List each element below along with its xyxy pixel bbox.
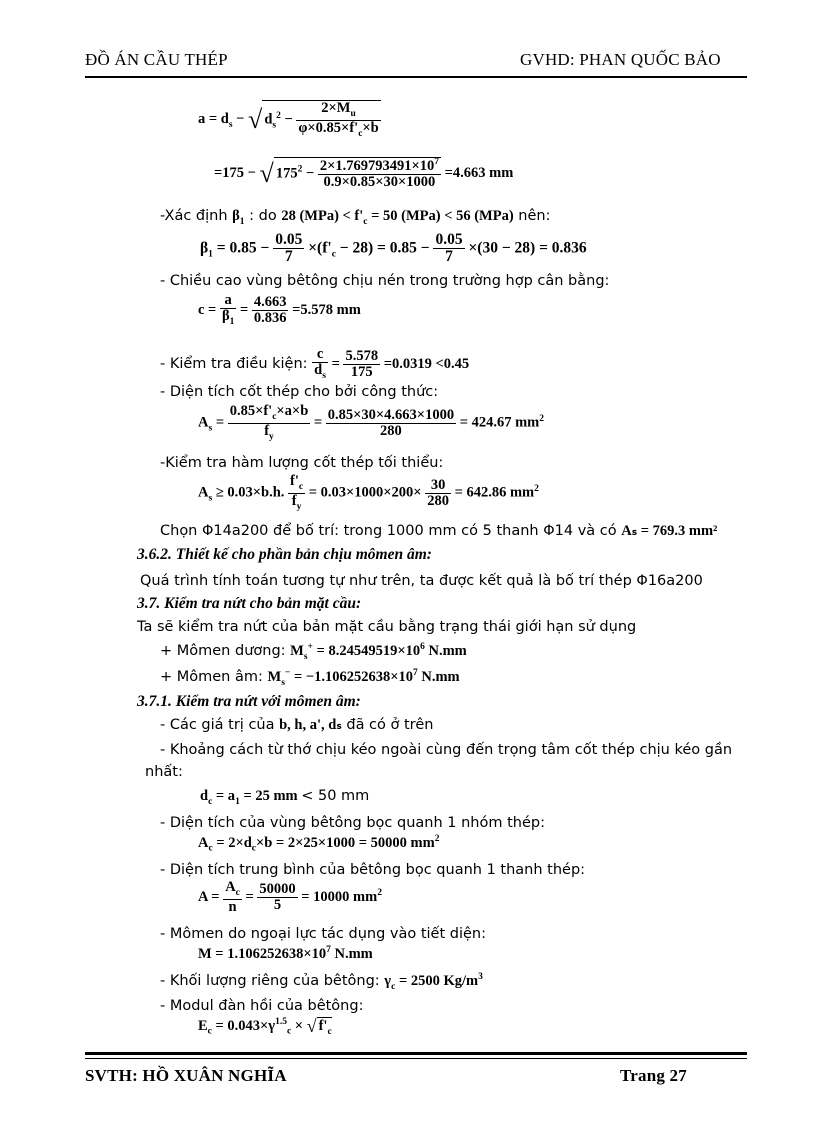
formula-a-avg: A = $\frac{A_c}{n}$ = $\frac{50000}{5}$ = 10000 $mm^2$ [198,879,382,915]
choose-line: Chọn Φ14a200 để bố trí: trong 1000 mm có 5 thanh Φ14 và có Aₛ = 769.3 mm² [160,523,718,539]
formula-as: $A_s$ = $\frac{0.85\times f'_c\times a\times b}{f_y}$ = $\frac{0.85\times 30\times 4.663\times 1000}{280}$ = 424.67 $mm^2$ [198,403,544,442]
formula-m: $M = 1.106252638\times 10^7$ N.mm [198,945,373,962]
footer-right: Trang 27 [620,1066,687,1085]
formula-as-min: $A_s \ge 0.03\times b.h$. $\frac{f'_c}{f_y}$ = 0.03×1000×200× $\frac{30}{280}$ = 642.86 $mm^2$ [198,473,539,512]
formula-ac: $A_c = 2\times d_c\times b = 2\times 25\times 1000 = 50000$ $mm^2$ [198,834,440,854]
height-label: - Chiều cao vùng bêtông chịu nén trong trường hợp cân bằng: [160,273,610,289]
formula-a-general: $a = d_s$ − √ $d_s^2$ − $\frac{2\times M_u}{\varphi\times 0.85\times f'_c\times b}$ [198,100,379,139]
section-371-title: 3.7.1. Kiểm tra nứt với mômen âm: [137,693,361,710]
beta-line: -Xác định $\beta_1$ : do 28 $(MPa) < f'_c = 50$ (MPa) < 56 (MPa) nên: [160,208,551,227]
mpos-line: + Mômen dương: $M_s^+ = 8.24549519\times 10^6$ N.mm [160,642,467,662]
section-37-title: 3.7. Kiểm tra nứt cho bản mặt cầu: [137,595,362,612]
footer-left: SVTH: HỒ XUÂN NGHĨA [85,1066,287,1085]
area-label: - Diện tích cốt thép cho bởi công thức: [160,384,439,400]
m-label: - Mômen do ngoại lực tác dụng vào tiết diện: [160,926,486,942]
formula-c: c = $\frac{a}{\beta_1}$ = $\frac{4.663}{0.836}$ =5.578 mm [198,292,361,328]
min-label: -Kiểm tra hàm lượng cốt thép tối thiểu: [160,455,444,471]
section-37-text: Ta sẽ kiểm tra nứt của bản mặt cầu bằng trạng thái giới hạn sử dụng [137,619,637,635]
values-line: - Các giá trị của b, h, a', dₛ đã có ở trên [160,717,434,733]
formula-ec: $E_c = 0.043\times\gamma^{1.5}_c$ × √ $f'_c$ [198,1016,332,1037]
header-right: GVHD: PHAN QUỐC BẢO [520,50,721,69]
check-line: - Kiểm tra điều kiện: $\frac{c}{d_s}$ = $\frac{5.578}{175}$ =0.0319 <0.45 [160,346,470,382]
footer-rule-thick [85,1052,747,1055]
ac-label: - Diện tích của vùng bêtông bọc quanh 1 nhóm thép: [160,815,545,831]
formula-dc: $d_c = a_1 = 25$ mm < 50 mm [200,788,370,807]
formula-beta1: $\beta_1 = 0.85$ − $\frac{0.05}{7}$ $\times(f'_c - 28) = 0.85$ − $\frac{0.05}{7}$ ×(30 − 28) = 0.836 [200,231,587,266]
section-362-title: 3.6.2. Thiết kế cho phần bản chịu mômen âm: [137,546,432,563]
distance-line-2: nhất: [145,764,183,780]
distance-line-1: - Khoảng cách từ thớ chịu kéo ngoài cùng đến trọng tâm cốt thép chịu kéo gần [160,742,733,758]
a-label: - Diện tích trung bình của bêtông bọc quanh 1 thanh thép: [160,862,586,878]
gamma-line: - Khối lượng riêng của bêtông: $\gamma_c = 2500$ $Kg/m^3$ [160,972,483,992]
formula-a-numeric: =175 − √ $175^2$ − $\frac{2\times 1.769793491\times 10^7}{0.9\times 0.85\times 30\times 1000}$ =4.663 mm [214,157,514,191]
header-rule [85,76,747,78]
section-362-text: Quá trình tính toán tương tự như trên, ta được kết quả là bố trí thép Φ16a200 [140,573,703,589]
mneg-line: + Mômen âm: $M_s^- = -1.106252638\times 10^7$ N.mm [160,668,460,688]
header-left: ĐỒ ÁN CẦU THÉP [85,50,228,69]
footer-rule-thin [85,1058,747,1059]
ec-label: - Modul đàn hồi của bêtông: [160,998,364,1014]
